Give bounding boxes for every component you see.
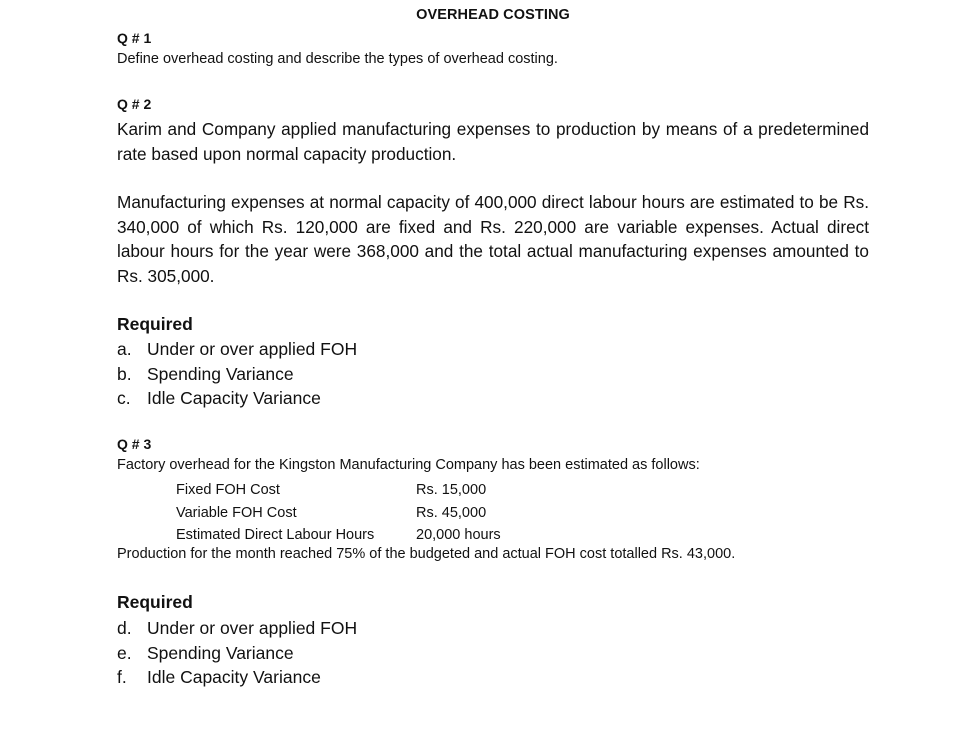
table-cell-label: Estimated Direct Labour Hours — [176, 527, 375, 544]
list-marker: a. — [117, 339, 132, 359]
list-item — [117, 337, 357, 362]
list-item — [117, 386, 357, 411]
q2-required-heading: Required — [117, 314, 193, 334]
q3-label: Q # 3 — [117, 436, 152, 452]
q3-intro: Factory overhead for the Kingston Manufacturing Company has been estimated as follows: — [117, 457, 700, 473]
q2-required-list — [117, 337, 357, 411]
list-marker: c. — [117, 388, 131, 408]
q2-paragraph-1: Karim and Company applied manufacturing expenses to production by means of a predetermined rate based upon normal capacity production. — [117, 119, 869, 164]
list-item — [117, 665, 357, 690]
list-marker: d. — [117, 618, 132, 638]
q3-required-list — [117, 616, 357, 690]
q1-text: Define overhead costing and describe the types of overhead costing. — [117, 51, 558, 67]
table-row — [176, 524, 501, 547]
list-item-text: Idle Capacity Variance — [147, 667, 321, 687]
q2-paragraph-2: Manufacturing expenses at normal capacity of 400,000 direct labour hours are estimated to be Rs. 340,000 of which Rs. 120,000 are fixed and Rs. 220,000 are variable expenses. Actual direct labour hours for the year were 368,000 and the total actual manufacturing expenses amounted to Rs. 305,000. — [117, 192, 869, 286]
document-title: OVERHEAD COSTING — [416, 7, 570, 23]
q3-production-text: Production for the month reached 75% of the budgeted and actual FOH cost totalled Rs. 43,000. — [117, 546, 736, 562]
list-item — [117, 616, 357, 641]
list-item-text: Spending Variance — [147, 642, 294, 663]
list-item-text: Idle Capacity Variance — [147, 388, 321, 408]
list-item-text: Spending Variance — [147, 363, 294, 384]
list-marker: e. — [117, 642, 132, 663]
table-row — [176, 502, 501, 525]
q3-cost-table — [176, 479, 501, 547]
list-marker: f. — [117, 667, 127, 687]
table-cell-label: Fixed FOH Cost — [176, 482, 280, 499]
q1-label: Q # 1 — [117, 30, 152, 46]
table-cell-label: Variable FOH Cost — [176, 504, 297, 521]
q2-label: Q # 2 — [117, 96, 152, 112]
list-item — [117, 641, 357, 666]
list-item — [117, 362, 357, 387]
table-cell-value: 20,000 hours — [416, 527, 501, 544]
table-cell-value: Rs. 15,000 — [416, 482, 487, 499]
q3-required-heading: Required — [117, 592, 193, 612]
list-item-text: Under or over applied FOH — [147, 618, 358, 638]
table-cell-value: Rs. 45,000 — [416, 504, 487, 521]
table-row — [176, 479, 501, 502]
list-item-text: Under or over applied FOH — [147, 339, 358, 359]
list-marker: b. — [117, 363, 132, 384]
